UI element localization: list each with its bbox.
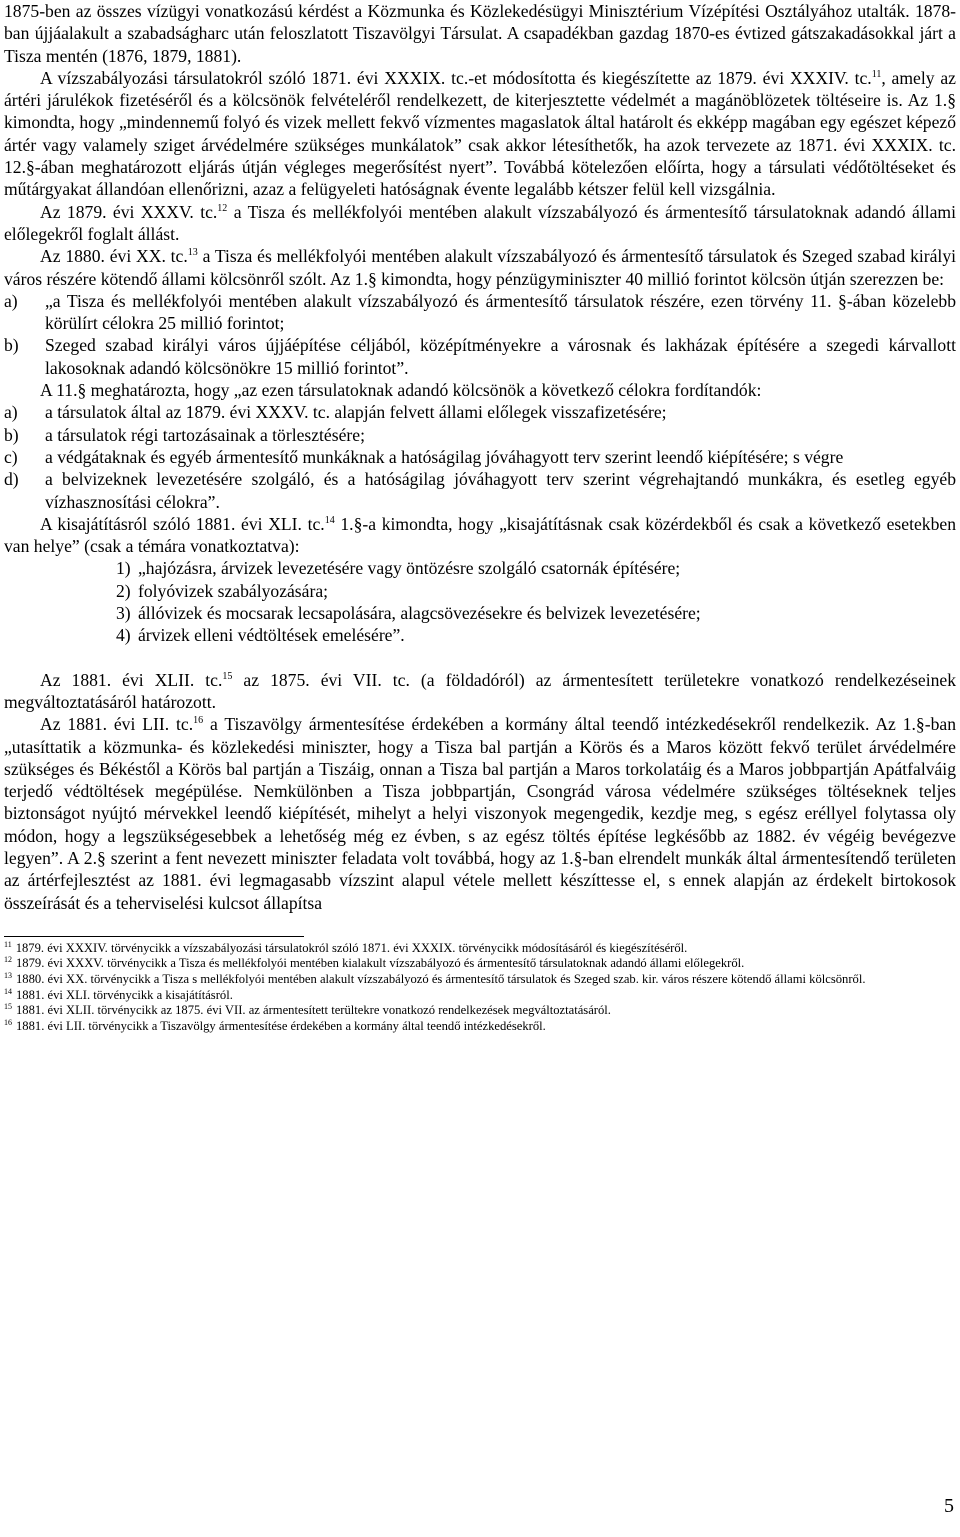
- spacer: [4, 647, 956, 669]
- footnote-ref: 15: [222, 670, 233, 682]
- list-item: c) a védgátaknak és egyéb ármentesítő munkáknak a hatóságilag jóváhagyott terv szerint leendő kiépítésére; s végre: [4, 446, 844, 467]
- paragraph: A vízszabályozási társulatokról szóló 1871. évi XXXIX. tc.-et módosította és kiegészítette az 1879. évi XXXIV. tc.$^{11}$, amely az ártéri járulékok fizetéséről és a kölcsönök felvételéről rendelkezett, de kiterjesztette védelmét a magánöblözetek töltéseire is. Az 1.§ kimondta, hogy „mindennemű folyó és vizek mellett fekvő vízmentes magaslatok által határolt és ekképp magában egy egészet képező ártér vagy valamely sziget árvédelmére szükséges munkálatok” csak akkor létesíthetők, ha azok tervezete az 1871. évi XXXIX. tc. 12.§-ában meghatározott eljárás útján végleges megerősítést nyert”. Továbbá kötelezően előírta, hogy a társulati védőtöltéseket és műtárgyakat állandóan ellenőrizni, azaz a felügyeleti hatóságnak évente legalább kétszer felül kell vizsgálnia.: [4, 67, 956, 200]
- footnotes: [4, 941, 956, 1034]
- list-item: a) „a Tisza és mellékfolyói mentében alakult vízszabályozó és ármentesítő társulatok részére, ezen törvény 11. §-ában közelebb körülírt célokra 25 millió forintot;: [4, 290, 956, 334]
- list-item: d) a belvizeknek levezetésére szolgáló, és a hatóságilag jóváhagyott terv szerint végrehajtandó munkákra, és esetleg egyéb vízhasznosítási célokra”.: [4, 469, 956, 512]
- paragraph: A kisajátításról szóló 1881. évi XLI. tc.$^{14}$ 1.§-a kimondta, hogy „kisajátításnak csak közérdekből és csak a következő esetekben van helye” (csak a témára vonatkoztatva):: [4, 513, 956, 557]
- paragraph: Az 1881. évi XLII. tc.$^{15}$ az 1875. évi VII. tc. (a földadóról) az ármentesített területekre vonatkozó rendelkezéseinek megváltoztatásáról határozott.: [4, 669, 956, 712]
- list-item: b) a társulatok régi tartozásainak a törlesztésére;: [4, 424, 365, 445]
- paragraph: Az 1880. évi XX. tc.$^{13}$ a Tisza és mellékfolyói mentében alakult vízszabályozó és ármentesítő társulatok és Szeged szabad királyi város részére kötendő állami kölcsönről szólt. Az 1.§ kimondta, hogy pénzügyminiszter 40 millió forintot kölcsön útján szerezzen be:: [4, 246, 957, 289]
- footnote: $^{12}$ 1879. évi XXXV. törvénycikk a Tisza és mellékfolyói mentében kialakult vízszabályozó és ármentesítő társulatoknak adandó állami előlegekről.: [4, 955, 745, 971]
- footnote-separator: [4, 936, 304, 937]
- paragraph: Az 1879. évi XXXV. tc.$^{12}$ a Tisza és mellékfolyói mentében alakult vízszabályozó és ármentesítő társulatoknak adandó állami előlegekről foglalt állást.: [4, 201, 956, 244]
- footnote: $^{13}$ 1880. évi XX. törvénycikk a Tisza s mellékfolyói mentében alakult vízszabályozó és ármentesítő társulatok és Szeged szab. kir. város részere kötendő állami kölcsönről.: [4, 971, 866, 987]
- paragraph: Az 1881. évi LII. tc.$^{16}$ a Tiszavölgy ármentesítése érdekében a kormány által teendő intézkedésekről rendelkezik. Az 1.§-ban „utasíttatik a közmunka- és közlekedési miniszter, hogy a Tisza bal partján a Körös és a Maros között fekvő terület árvédelmére szükséges és Békéstől a Körös bal partján a Tiszáig, onnan a Tisza bal partján a Maros torkolatáig és a Maros jobbpartján Apátfalváig terjedő védtöltések megépülése. Nemkülönben a Tisza jobbpartján, Csongrád városa védelmére szükséges töltéseknek teljes biztonságot nyújtó mérvekkel leendő kiépítését, mihelyt a helyi viszonyok megengedik, kezdje meg, s egész eréllyel folytassa oly módon, hogy a legszükségesebbek a lehetőség még ez évben, s az egész töltés építése legkésőbb az 1882. év végéig bevégezve legyen”. A 2.§ szerint a fent nevezett miniszter feladata volt továbbá, hogy az 1.§-ban elrendelt munkák által ármentesítendő területen az ártérfejlesztést az 1881. évi legmagasabb vízszint alapul vétele mellett készíttesse el, s ennek alapján az érdekelt birtokosok összeírását és a teherviselési kulcsot állapítsa: [4, 714, 956, 913]
- footnote-ref: 16: [193, 715, 204, 727]
- list-item: 1) „hajózásra, árvizek levezetésére vagy öntözésre szolgáló csatornák építésére;: [116, 558, 681, 579]
- page-number: 5: [944, 1495, 954, 1517]
- list-item: b) Szeged szabad királyi város újjáépítése céljából, középítményekre a városnak és lakházak építésére a szegedi kárvallott lakosoknak adandó kölcsönökre 15 millió forintot”.: [4, 335, 956, 378]
- list-item: 2) folyóvizek szabályozására;: [116, 580, 329, 601]
- list-item: a) a társulatok által az 1879. évi XXXV. tc. alapján felvett állami előlegek visszafizetésére;: [4, 402, 667, 423]
- footnote-ref: 14: [324, 514, 335, 526]
- footnote: $^{11}$ 1879. évi XXXIV. törvénycikk a vízszabályozási társulatokról szóló 1871. évi XXXIX. törvénycikk módosításáról és kiegészítéséről.: [4, 939, 688, 955]
- footnote-ref: 13: [187, 247, 198, 259]
- footnote: $^{16}$ 1881. évi LII. törvénycikk a Tiszavölgy ármentesítése érdekében a kormány által teendő intézkedésekről.: [4, 1017, 546, 1033]
- footnote-ref: 11: [871, 68, 882, 80]
- document-page: [4, 0, 956, 1034]
- paragraph: 1875-ben az összes vízügyi vonatkozású kérdést a Közmunka és Közlekedésügyi Minisztérium Vízépítési Osztályához utalták. 1878-ban újjáalakult a szabadságharc után feloszlatott Tiszavölgyi Társulat. A csapadékban gazdag 1870-es évtized gátszakadásokkal járt a Tisza mentén (1876, 1879, 1881).: [4, 1, 956, 66]
- paragraph: A 11.§ meghatározta, hogy „az ezen társulatoknak adandó kölcsönök a következő célokra fordítandók:: [40, 380, 762, 401]
- footnote: $^{14}$ 1881. évi XLI. törvénycikk a kisajátításról.: [4, 986, 233, 1002]
- footnote-ref: 12: [217, 202, 228, 214]
- list-item: 3) állóvizek és mocsarak lecsapolására, alagcsövezésekre és belvizek levezetésére;: [116, 603, 701, 624]
- body-text: [4, 0, 956, 914]
- footnote: $^{15}$ 1881. évi XLII. törvénycikk az 1875. évi VII. az ármentesített terültekre vonatkozó rendelkezések megváltoztatásáról.: [4, 1002, 611, 1018]
- list-item: 4) árvizek elleni védtöltések emelésére”.: [116, 625, 405, 646]
